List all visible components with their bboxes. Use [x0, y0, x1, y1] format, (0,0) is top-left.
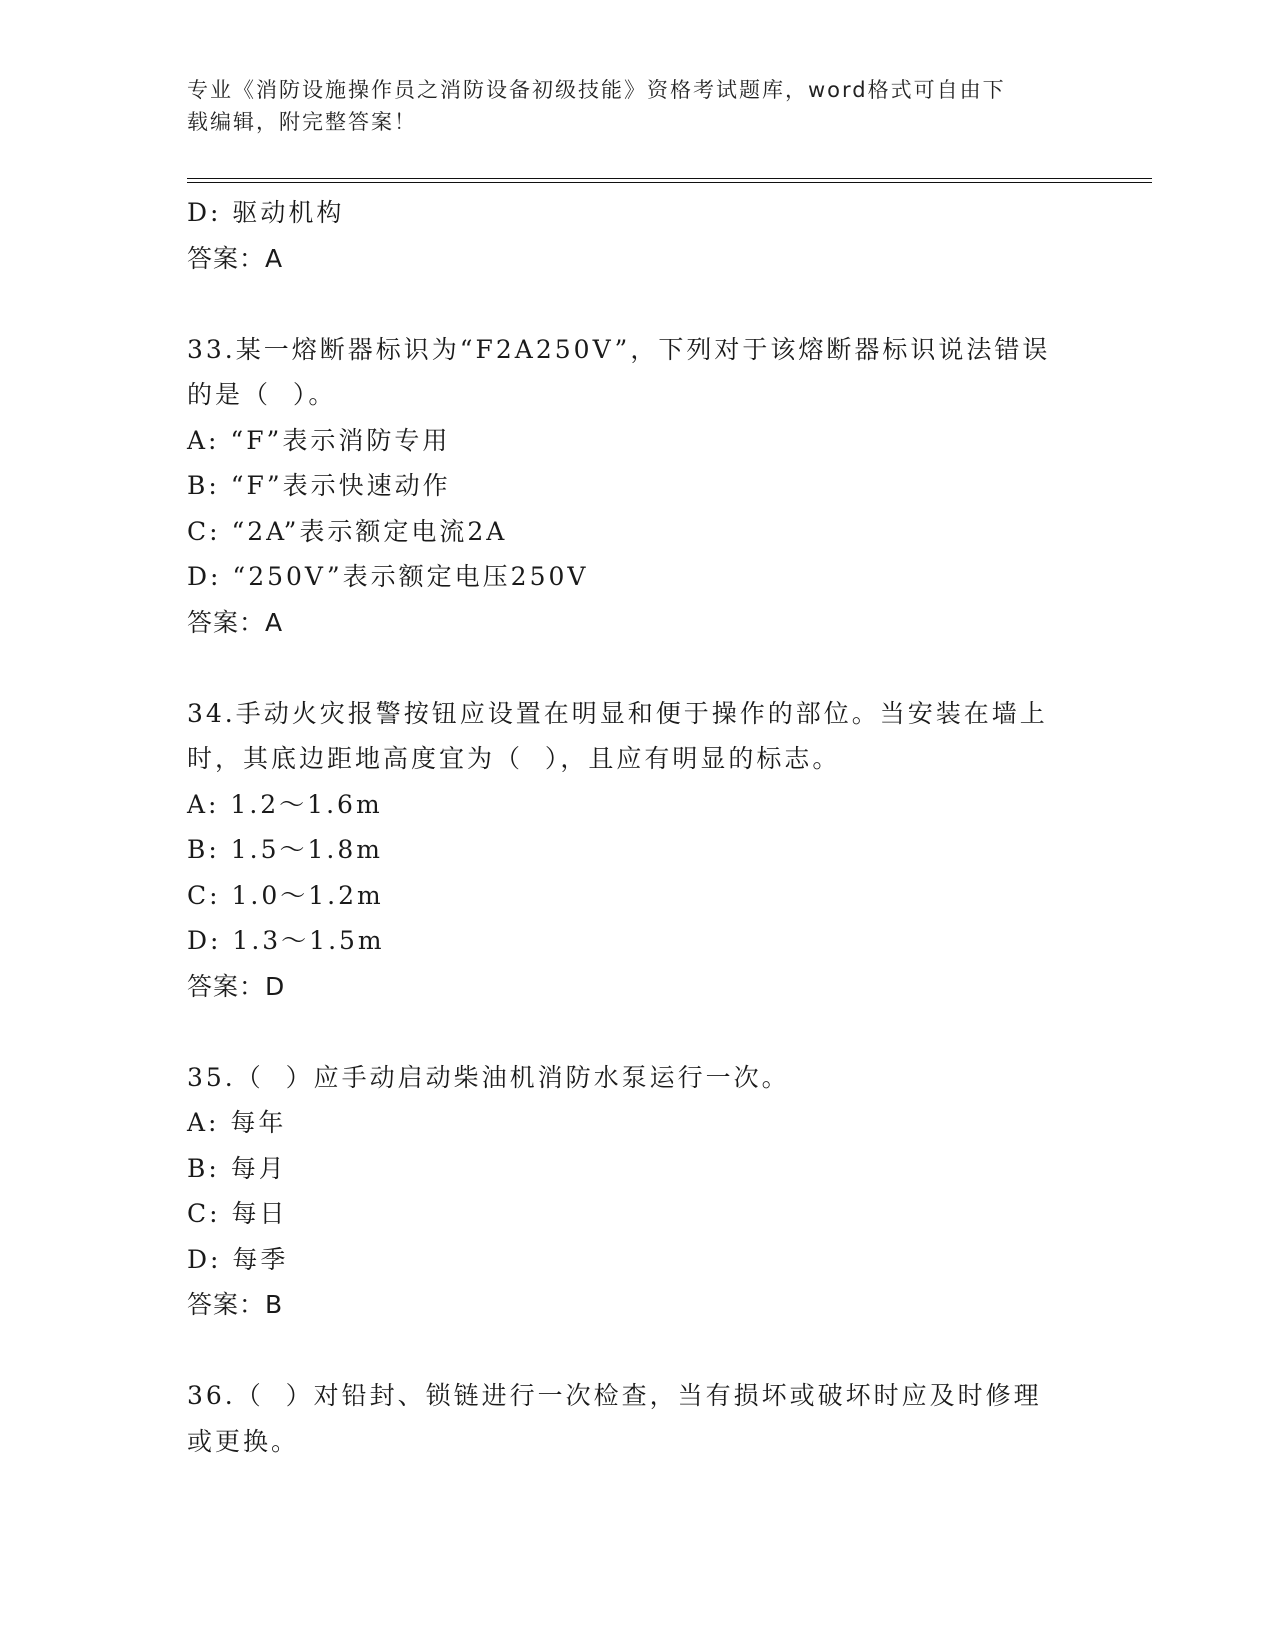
question-stem-line: 或更换。 — [187, 1426, 300, 1456]
option-a: A: “F”表示消防专用 — [187, 425, 451, 455]
question-32-tail — [187, 190, 1087, 281]
document-body — [187, 190, 1087, 1464]
spacer — [187, 281, 1087, 327]
spacer — [187, 1328, 1087, 1374]
spacer — [187, 1009, 1087, 1055]
header-divider-top — [187, 178, 1152, 179]
header-divider-bottom — [187, 182, 1152, 183]
page-header — [187, 74, 1067, 138]
option-c: C: “2A”表示额定电流2A — [187, 516, 508, 546]
option-b: B: 每月 — [187, 1153, 287, 1183]
question-stem-line: 35.（ ）应手动启动柴油机消防水泵运行一次。 — [187, 1062, 790, 1092]
option-c: C: 每日 — [187, 1199, 288, 1228]
question-stem-line: 的是（ ）。 — [187, 380, 337, 409]
question-36 — [187, 1373, 1087, 1464]
question-33 — [187, 327, 1087, 646]
option-d: D: 1.3～1.5m — [187, 926, 385, 955]
answer: 答案：A — [187, 243, 284, 273]
option-d: D: 每季 — [187, 1244, 289, 1274]
answer: 答案：A — [187, 607, 284, 637]
question-stem-line: 36.（ ）对铅封、锁链进行一次检查，当有损坏或破坏时应及时修理 — [187, 1381, 1042, 1410]
option-c: C: 1.0～1.2m — [187, 880, 384, 910]
question-34 — [187, 691, 1087, 1010]
answer: 答案：D — [187, 971, 286, 1001]
option-a: A: 每年 — [187, 1108, 287, 1137]
question-stem-line: 34.手动火灾报警按钮应设置在明显和便于操作的部位。当安装在墙上 — [187, 698, 1048, 728]
option-a: A: 1.2～1.6m — [187, 789, 383, 819]
option-b: B: 1.5～1.8m — [187, 835, 383, 864]
question-35 — [187, 1055, 1087, 1328]
question-stem-line: 33.某一熔断器标识为“F2A250V”，下列对于该熔断器标识说法错误 — [187, 334, 1051, 364]
header-line-1: 专业《消防设施操作员之消防设备初级技能》资格考试题库，word格式可自由下 — [187, 78, 1006, 102]
answer: 答案：B — [187, 1290, 284, 1319]
option-b: B: “F”表示快速动作 — [187, 471, 451, 500]
spacer — [187, 645, 1087, 691]
option-d: D: 驱动机构 — [187, 198, 345, 227]
question-stem-line: 时，其底边距地高度宜为（ ），且应有明显的标志。 — [187, 744, 841, 773]
header-line-2: 载编辑，附完整答案！ — [187, 110, 417, 134]
option-d: D: “250V”表示额定电压250V — [187, 562, 589, 591]
